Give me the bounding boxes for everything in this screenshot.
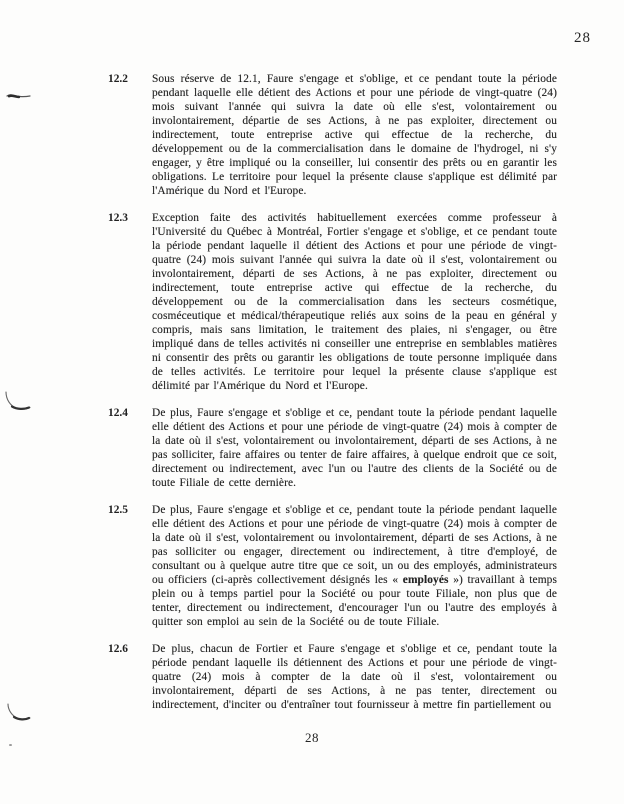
clause-number: 12.3 bbox=[108, 212, 128, 224]
clause-12-4 bbox=[108, 406, 557, 490]
clause-text-run: ») travaillant à temps plein ou à temps partiel pour la Société ou pour toute Filiale, non plus que de tenter, directement ou indirectement, d'encourager l'un ou l'autre des employés à quitter son emploi au sein de la Société ou de toute Filiale. bbox=[152, 574, 557, 628]
pen-mark-icon bbox=[6, 90, 32, 102]
clause-12-3 bbox=[108, 211, 557, 393]
pen-mark-icon bbox=[3, 390, 33, 416]
clause-number: 12.2 bbox=[108, 73, 128, 85]
clause-12-5 bbox=[108, 503, 557, 629]
clause-number: 12.6 bbox=[108, 643, 128, 655]
clause-12-2 bbox=[108, 72, 557, 198]
clause-number: 12.5 bbox=[108, 504, 128, 516]
clause-number: 12.4 bbox=[108, 407, 128, 419]
clause-text: De plus, chacun de Fortier et Faure s'engage et s'oblige et ce, pendant toute la période pendant laquelle ils détiennent des Actions et pour une période de vingt-quatre (24) mois à compter de la date où il s'est, volontairement ou involontairement, départi de ses Actions, à ne pas tenter, directement ou indirectement, d'inciter ou d'entraîner tout fournisseur à mettre fin partiellement ou bbox=[152, 643, 557, 711]
document-body bbox=[108, 72, 557, 725]
pen-mark-icon bbox=[5, 702, 33, 726]
clause-12-6 bbox=[108, 642, 557, 712]
clause-text: Exception faite des activités habituellement exercées comme professeur à l'Université du Québec à Montréal, Fortier s'engage et s'oblige, et ce pendant toute la période pendant laquelle il détient des Actions et pour une période de vingt-quatre (24) mois suivant l'année qui suivra la date où il s'est, volontairement ou involontairement, départi de ses Actions, à ne pas exploiter, directement ou indirectement, toute entreprise active qui effectue de la recherche, du développement ou de la commercialisation dans les secteurs cosmétique, cosméceutique et médical/thérapeutique reliés aux soins de la peau en général y compris, mais sans limitation, le traitement des plaies, ni s'engager, ou être impliqué dans de telles activités ni conseiller une entreprise en semblables matières ni consentir des prêts ou garantir les obligations de toute personne impliquée dans de telles activités. Le territoire pour lequel la présente clause s'applique est délimité par l'Amérique du Nord et l'Europe. bbox=[152, 212, 557, 392]
page-number-top: 28 bbox=[574, 30, 591, 46]
page-number-bottom: 28 bbox=[305, 730, 319, 745]
clause-text: Sous réserve de 12.1, Faure s'engage et s'oblige, et ce pendant toute la période pendant laquelle elle détient des Actions et pour une période de vingt-quatre (24) mois suivant l'année qui suivra la date où elle s'est, volontairement ou involontairement, départie de ses Actions, à ne pas exploiter, directement ou indirectement, toute entreprise active qui effectue de la recherche, du développement ou de la commercialisation dans le domaine de l'hydrogel, ni s'y engager, y être impliqué ou la conseiller, lui consentir des prêts ou en garantir les obligations. Le territoire pour lequel la présente clause s'applique est délimité par l'Amérique du Nord et l'Europe. bbox=[152, 73, 557, 197]
clause-text bbox=[152, 503, 557, 629]
clause-text: De plus, Faure s'engage et s'oblige et ce, pendant toute la période pendant laquelle elle détient des Actions et pour une période de vingt-quatre (24) mois à compter de la date où il s'est, volontairement ou involontairement, départi de ses Actions, à ne pas solliciter, faire affaires ou tenter de faire affaires, à quelque endroit que ce soit, directement ou indirectement, avec l'un ou l'autre des clients de la Société ou de toute Filiale de cette dernière. bbox=[152, 407, 557, 489]
defined-term-employes: employés bbox=[402, 574, 449, 586]
clause-text-run: De plus, Faure s'engage et s'oblige et ce, pendant toute la période pendant laquelle elle détient des Actions et pour une période de vingt-quatre (24) mois à compter de la date où il s'est, volontairement ou involontairement, départi de ses Actions, à ne pas solliciter ou engager, directement ou indirectement, à titre d'employé, de consultant ou à quelque autre titre que ce soit, un ou des employés, administrateurs ou officiers (ci-après collectivement désignés les « bbox=[152, 504, 557, 586]
